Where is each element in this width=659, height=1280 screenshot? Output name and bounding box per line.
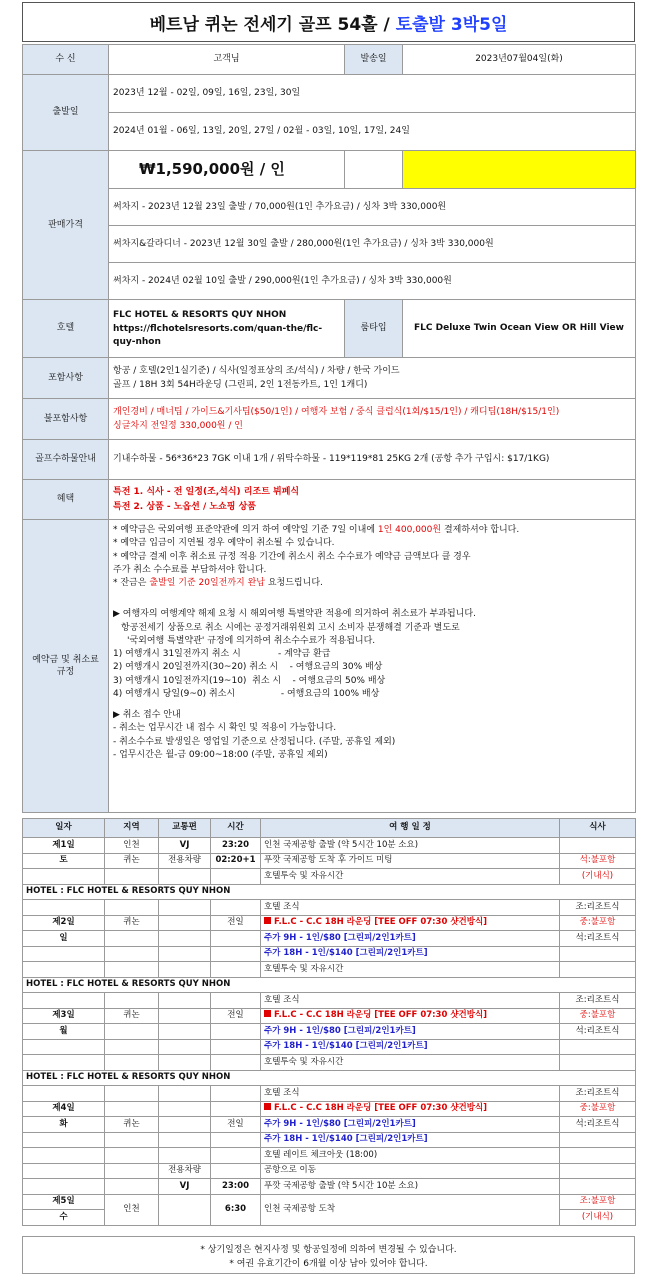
day2-label: 제2일 <box>23 915 105 931</box>
day5-label: 제5일 <box>23 1194 105 1210</box>
day1-region-1: 인천 <box>105 838 159 854</box>
baggage-label: 골프수하물안내 <box>23 440 109 480</box>
include-line-2: 골프 / 18H 3회 54H라운딩 (그린피, 2인 1전동카트, 1인 1캐디) <box>113 380 368 390</box>
departure-dates-2023: 2023년 12월 - 02일, 09일, 16일, 23일, 30일 <box>109 75 636 113</box>
benefit-line-2: 특전 2. 상품 - 노옵션 / 노쇼핑 상품 <box>113 501 256 512</box>
document-title <box>22 2 635 42</box>
day3-round: F.L.C - C.C 18H 라운딩 [TEE OFF 07:30 샷건방식] <box>261 1008 560 1024</box>
title-accent: 토출발 3박5일 <box>395 14 508 35</box>
policy-line-10: 2) 여행개시 20일전까지(30~20) 취소 시 - 여행요금의 30% 배상 <box>113 662 383 673</box>
policy-line-13: ▶ 취소 접수 안내 <box>113 710 181 720</box>
itinerary-table <box>22 818 636 1226</box>
day4-time: 전일 <box>211 1117 261 1133</box>
day2-time: 전일 <box>211 915 261 931</box>
date-value: 2023년07월04일(화) <box>403 45 636 75</box>
day2-weekday: 일 <box>23 931 105 947</box>
recipient-value: 고객님 <box>109 45 345 75</box>
day5-meal-2: (기내식) <box>560 1210 636 1226</box>
departure-dates-2024: 2024년 01월 - 06일, 13일, 20일, 27일 / 02월 - 03일, 10일, 17일, 24일 <box>109 113 636 151</box>
day1-time-2: 02:20+1 <box>211 853 261 869</box>
day5-meal-1: 조:불포함 <box>560 1194 636 1210</box>
day1-meal-1: 석:불포함 <box>560 853 636 869</box>
day2-meal-b: 조:리조트식 <box>560 900 636 916</box>
day2-extra18: 주가 18H - 1인/$140 [그린피/2인1카트] <box>261 946 560 962</box>
day1-weekday: 토 <box>23 853 105 869</box>
day3-free: 호텔투숙 및 자유시간 <box>261 1055 560 1071</box>
exclude-line-1: 개인경비 / 매너팁 / 가이드&기사팁($50/1인) / 여행자 보험 / 중식 클럽식(1회/$15/1인) / 캐디팁(18H/$15/1인) <box>113 406 560 417</box>
exclude-label: 불포함사항 <box>23 399 109 440</box>
day3-label: 제3일 <box>23 1008 105 1024</box>
policy-line-5: * 잔금은 출발일 기준 20일전까지 완납 요청드립니다. <box>113 578 323 588</box>
hotel-line-2: HOTEL : FLC HOTEL & RESORTS QUY NHON <box>23 977 636 993</box>
surcharge-1: 써차지 - 2023년 12월 23일 출발 / 70,000원(1인 추가요금) / 싱차 3박 330,000원 <box>109 189 636 226</box>
room-type-label: 룸타입 <box>345 300 403 358</box>
policy-line-16: - 업무시간은 월-금 09:00~18:00 (주말, 공휴일 제외) <box>113 749 328 760</box>
day2-round: F.L.C - C.C 18H 라운딩 [TEE OFF 07:30 샷건방식] <box>261 915 560 931</box>
recipient-label: 수 신 <box>23 45 109 75</box>
policy-line-4: 주가 취소 수수료를 부담하셔야 합니다. <box>113 564 267 575</box>
day1-meal-2: (기내식) <box>560 869 636 885</box>
policy-line-7: 항공전세기 상품으로 취소 시에는 공정거래위원회 고시 소비자 분쟁해결 기준과 별도로 <box>121 622 460 633</box>
header-transport: 교통편 <box>159 819 211 838</box>
policy-line-14: - 취소는 업무시간 내 접수 시 확인 및 적용이 가능합니다. <box>113 723 337 734</box>
day3-time: 전일 <box>211 1008 261 1024</box>
day5-weekday: 수 <box>23 1210 105 1226</box>
benefit-label: 혜택 <box>23 480 109 520</box>
day2-breakfast: 호텔 조식 <box>261 900 560 916</box>
day4-meal-d: 석:리조트식 <box>560 1117 636 1133</box>
header-region: 지역 <box>105 819 159 838</box>
surcharge-3: 써차지 - 2024년 02월 10일 출발 / 290,000원(1인 추가요금) / 싱차 3박 330,000원 <box>109 263 636 300</box>
footer-note-2: * 여권 유효기간이 6개월 이상 남아 있어야 합니다. <box>229 1259 428 1270</box>
day4-meal-l: 중:불포함 <box>560 1101 636 1117</box>
day2-free: 호텔투숙 및 자유시간 <box>261 962 560 978</box>
day3-meal-d: 석:리조트식 <box>560 1024 636 1040</box>
day4-breakfast: 호텔 조식 <box>261 1086 560 1102</box>
hotel-line-3: HOTEL : FLC HOTEL & RESORTS QUY NHON <box>23 1070 636 1086</box>
room-type-value: FLC Deluxe Twin Ocean View OR Hill View <box>403 300 636 358</box>
day3-weekday: 월 <box>23 1024 105 1040</box>
policy-line-12: 4) 여행개시 당일(9~0) 취소시 - 여행요금의 100% 배상 <box>113 688 380 699</box>
day1-time-1: 23:20 <box>211 838 261 854</box>
footer-notes <box>22 1236 635 1274</box>
policy-line-8: '국외여행 특별약관' 규정에 의거하여 취소수수료가 적용됩니다. <box>127 635 376 646</box>
day4-checkout: 호텔 레이트 체크아웃 (18:00) <box>261 1148 560 1164</box>
red-square-icon <box>264 1010 271 1017</box>
date-label: 발송일 <box>345 45 403 75</box>
policy-line-1: * 예약금은 국외여행 표준약관에 의거 하여 예약일 기준 7일 이내에 1인 400,000원 결제하셔야 합니다. <box>113 525 520 535</box>
exclude-line-2: 싱글차지 전일정 330,000원 / 인 <box>113 421 243 431</box>
surcharge-2: 써차지&갈라디너 - 2023년 12월 30일 출발 / 280,000원(1인 추가요금) / 싱차 3박 330,000원 <box>109 226 636 263</box>
day3-extra18: 주가 18H - 1인/$140 [그린피/2인1카트] <box>261 1039 560 1055</box>
footer-note-1: * 상기일정은 현지사정 및 항공일정에 의하여 변경될 수 있습니다. <box>200 1245 457 1255</box>
day1-label: 제1일 <box>23 838 105 854</box>
day1-schedule-2: 푸깟 국제공항 도착 후 가이드 미팅 <box>261 853 560 869</box>
day1-transport-1: VJ <box>159 838 211 854</box>
day4-meal-b: 조:리조트식 <box>560 1086 636 1102</box>
day5-arrive: 인천 국제공항 도착 <box>261 1194 560 1225</box>
day4-weekday: 화 <box>23 1117 105 1133</box>
day4-flight-time: 23:00 <box>211 1179 261 1195</box>
day3-extra9: 주가 9H - 1인/$80 [그린피/2인1카트] <box>261 1024 560 1040</box>
day1-region-2: 퀴논 <box>105 853 159 869</box>
price-label: 판매가격 <box>23 151 109 300</box>
hotel-label: 호텔 <box>23 300 109 358</box>
header-date: 일자 <box>23 819 105 838</box>
day4-extra9: 주가 9H - 1인/$80 [그린피/2인1카트] <box>261 1117 560 1133</box>
day4-flight: VJ <box>159 1179 211 1195</box>
policy-line-15: - 취소수수료 발생일은 영업일 기준으로 산정됩니다. (주말, 공휴일 제외) <box>113 736 396 747</box>
day2-meal-d: 석:리조트식 <box>560 931 636 947</box>
day4-move: 공항으로 이동 <box>261 1163 560 1179</box>
day4-depart: 푸깟 국제공항 출발 (약 5시간 10분 소요) <box>261 1179 560 1195</box>
policy-label: 예약금 및 취소료 규정 <box>23 520 109 813</box>
day1-schedule-3: 호텔투숙 및 자유시간 <box>261 869 560 885</box>
day2-meal-l: 중:불포함 <box>560 915 636 931</box>
day3-meal-b: 조:리조트식 <box>560 993 636 1009</box>
day3-breakfast: 호텔 조식 <box>261 993 560 1009</box>
day5-region: 인천 <box>105 1194 159 1225</box>
policy-line-11: 3) 여행개시 10일전까지(19~10) 취소 시 - 여행요금의 50% 배상 <box>113 675 386 686</box>
day2-region: 퀴논 <box>105 915 159 931</box>
day4-transport-car: 전용차량 <box>159 1163 211 1179</box>
hotel-line-1: HOTEL : FLC HOTEL & RESORTS QUY NHON <box>23 884 636 900</box>
red-square-icon <box>264 1103 271 1110</box>
policy-line-3: * 예약금 결제 이후 취소료 규정 적용 기간에 취소시 취소 수수료가 예약금 금액보다 클 경우 <box>113 551 471 562</box>
price-blank-cell <box>345 151 403 189</box>
policy-text <box>109 520 636 813</box>
departure-label: 출발일 <box>23 75 109 151</box>
day4-extra18: 주가 18H - 1인/$140 [그린피/2인1카트] <box>261 1132 560 1148</box>
policy-line-9: 1) 여행개시 31일전까지 취소 시 - 계약금 환급 <box>113 649 331 659</box>
benefit-line-1: 특전 1. 식사 - 전 일정(조,석식) 리조트 뷔페식 <box>113 487 300 498</box>
include-label: 포함사항 <box>23 358 109 399</box>
day4-label: 제4일 <box>23 1101 105 1117</box>
hotel-name: FLC HOTEL & RESORTS QUY NHON <box>113 310 287 321</box>
day1-transport-2: 전용차량 <box>159 853 211 869</box>
header-meal: 식사 <box>560 819 636 838</box>
red-square-icon <box>264 917 271 924</box>
title-main: 베트남 퀴논 전세기 골프 54홀 / <box>149 14 390 35</box>
price-value: ₩1,590,000원 / 인 <box>109 151 345 189</box>
baggage-value: 기내수하물 - 56*36*23 7GK 이내 1개 / 위탁수하물 - 119*119*81 25KG 2개 (공항 추가 구입시: $17/1KG) <box>109 440 636 480</box>
policy-line-6: ▶ 여행자의 여행계약 해제 요청 시 해외여행 특별약관 적용에 의거하여 취소료가 부과됩니다. <box>113 609 476 620</box>
day3-meal-l: 중:불포함 <box>560 1008 636 1024</box>
include-line-1: 항공 / 호텔(2인1실기준) / 식사(일정표상의 조/석식) / 차량 / 한국 가이드 <box>113 365 400 376</box>
day4-round: F.L.C - C.C 18H 라운딩 [TEE OFF 07:30 샷건방식] <box>261 1101 560 1117</box>
day4-region: 퀴논 <box>105 1117 159 1133</box>
price-highlight-cell <box>403 151 636 189</box>
policy-line-2: * 예약금 입금이 지연될 경우 예약이 취소될 수 있습니다. <box>113 538 335 549</box>
day5-time: 6:30 <box>211 1194 261 1225</box>
day3-region: 퀴논 <box>105 1008 159 1024</box>
header-schedule: 여 행 일 정 <box>261 819 560 838</box>
itinerary-header <box>23 819 636 838</box>
day2-extra9: 주가 9H - 1인/$80 [그린피/2인1카트] <box>261 931 560 947</box>
day1-schedule-1: 인천 국제공항 출발 (약 5시간 10분 소요) <box>261 838 560 854</box>
header-time: 시간 <box>211 819 261 838</box>
hotel-url[interactable]: https://flchotelsresorts.com/quan-the/flc-quy-nhon <box>113 324 323 347</box>
info-table <box>22 44 636 813</box>
